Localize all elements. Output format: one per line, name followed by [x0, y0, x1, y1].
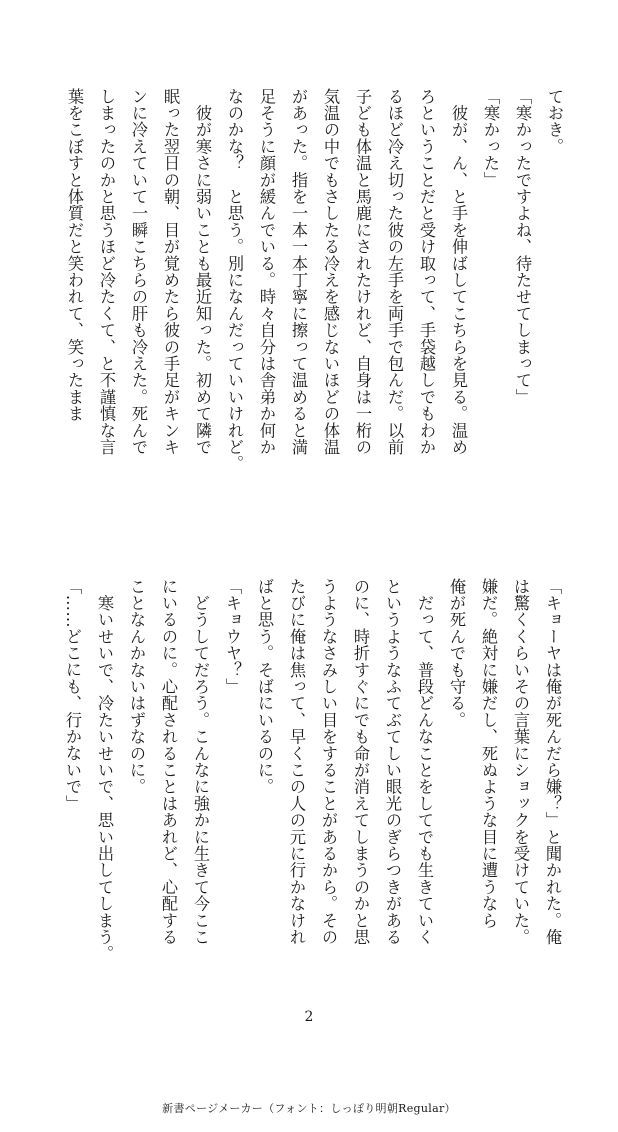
text-line: 寒いせいで、冷たいせいで、思い出してしまう。	[95, 578, 114, 963]
text-line: にいるのに。心配されることはあれど、心配する	[159, 578, 178, 946]
text-line: 気温の中でもさしたる冷えを感じないほどの体温	[321, 88, 340, 456]
text-line: ばと思う。そばにいるのに。	[255, 578, 274, 796]
text-line: 「寒かった」	[481, 88, 500, 189]
footer-credit: 新書ページメーカー（フォント：しっぽり明朝Regular）	[162, 1102, 456, 1115]
text-line: るほど冷え切った彼の左手を両手で包んだ。以前	[385, 88, 404, 456]
text-line: たびに俺は焦って、早くこの人の元に行かなけれ	[287, 578, 306, 946]
text-line: 嫌だ。絶対に嫌だし、死ぬような目に遭うなら	[479, 578, 498, 929]
text-line: だって、普段どんなことをしてでも生きていく	[415, 578, 434, 946]
text-line: ンに冷えていて一瞬こちらの肝も冷えた。死んで	[129, 88, 148, 456]
text-line: うようなさみしい目をすることがあるから。その	[319, 578, 338, 946]
text-line: なのかな？ と思う。別になんだっていいけれど。	[225, 88, 244, 473]
text-block-top	[58, 88, 570, 526]
text-line: 足そうに顔が緩んでいる。時々自分は舎弟か何か	[257, 88, 276, 456]
text-line: 眠った翌日の朝、目が覚めたら彼の手足がキンキ	[161, 88, 180, 456]
text-line: があった。指を一本一本丁寧に擦って温めると満	[289, 88, 308, 456]
text-line: 葉をこぼすと体質だと笑われて、笑ったまま	[65, 88, 84, 422]
text-line: 彼が寒さに弱いことも最近知った。初めて隣で	[193, 88, 212, 456]
text-line: 子ども体温と馬鹿にされたけれど、自身は一桁の	[353, 88, 372, 456]
text-line: 俺が死んでも守る。	[447, 578, 466, 729]
text-line: 「キョウヤ？」	[223, 578, 242, 695]
page-number: 2	[304, 1009, 314, 1025]
text-line: ろということだと受け取って、手袋越しでもわか	[417, 88, 436, 456]
text-line: どうしてだろう。こんなに強かに生きて今ここ	[191, 578, 210, 946]
text-line: ことなんかないはずなのに。	[127, 578, 146, 796]
text-line: 「……どこにも、行かないで」	[63, 578, 82, 812]
text-line: ておき。	[545, 88, 564, 155]
text-line: 「キョーヤは俺が死んだら嫌？」と聞かれた。俺	[543, 578, 562, 946]
text-block-bottom	[56, 578, 568, 1018]
text-line: 彼が、ん、と手を伸ばしてこちらを見る。温め	[449, 88, 468, 456]
text-line: のに、時折すぐにでも命が消えてしまうのかと思	[351, 578, 370, 946]
text-line: しまったのかと思うほど冷たくて、と不謹慎な言	[97, 88, 116, 456]
text-line: は驚くくらいその言葉にショックを受けていた。	[511, 578, 530, 946]
text-line: というようなふてぶてしい眼光のぎらつきがある	[383, 578, 402, 946]
text-line: 「寒かったですよね、待たせてしまって」	[513, 88, 532, 406]
